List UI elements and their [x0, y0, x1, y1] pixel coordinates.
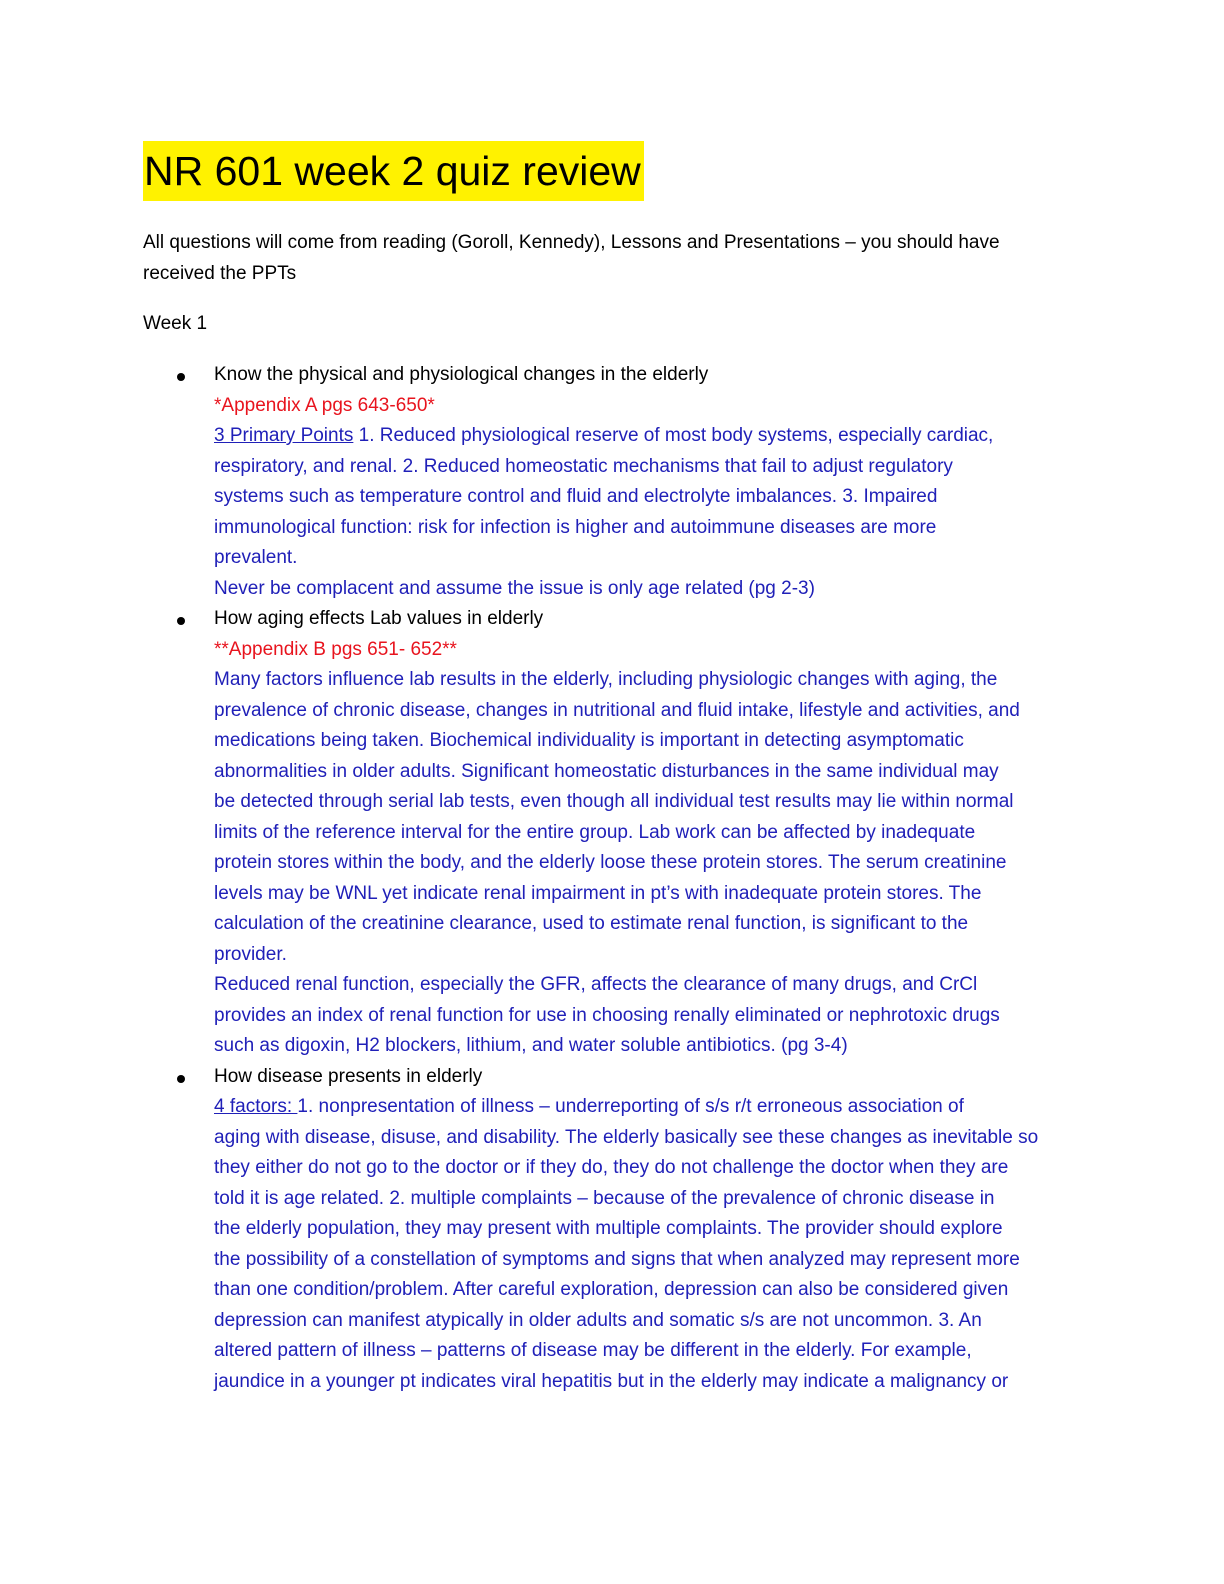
topic-list: [143, 360, 1073, 1397]
key-label: 3 Primary Points: [214, 425, 354, 446]
body-line: protein stores within the body, and the elderly loose these protein stores. The serum creatinine: [214, 852, 1007, 873]
body-line: altered pattern of illness – patterns of disease may be different in the elderly. For example,: [214, 1340, 972, 1361]
appendix-reference: *Appendix A pgs 643-650*: [214, 394, 435, 416]
body-line: [214, 1092, 1073, 1123]
body-line: systems such as temperature control and fluid and electrolyte imbalances. 3. Impaired: [214, 486, 938, 507]
body-line: limits of the reference interval for the entire group. Lab work can be affected by inadequate: [214, 821, 976, 843]
body-line: Reduced renal function, especially the GFR, affects the clearance of many drugs, and CrCl: [214, 974, 978, 995]
bullet-dot-icon: [177, 373, 185, 381]
body-line: calculation of the creatinine clearance, used to estimate renal function, is significant to the: [214, 913, 969, 934]
body-line: respiratory, and renal. 2. Reduced homeostatic mechanisms that fail to adjust regulatory: [214, 455, 953, 477]
topic-lab-values: [143, 604, 1073, 1062]
bullet-dot-icon: [177, 1075, 185, 1083]
body-line-text: 1. Reduced physiological reserve of most body systems, especially cardiac,: [353, 425, 994, 446]
body-line-text: 1. nonpresentation of illness – underreporting of s/s r/t erroneous association of: [297, 1096, 964, 1117]
body-line: the elderly population, they may present with multiple complaints. The provider should explore: [214, 1218, 1003, 1239]
topic-heading: How aging effects Lab values in elderly: [214, 608, 544, 629]
body-line: depression can manifest atypically in older adults and somatic s/s are not uncommon. 3. An: [214, 1309, 982, 1331]
body-line: abnormalities in older adults. Significant homeostatic disturbances in the same individual may: [214, 760, 999, 782]
body-line: the possibility of a constellation of symptoms and signs that when analyzed may represent more: [214, 1248, 1020, 1270]
intro-paragraph: All questions will come from reading (Goroll, Kennedy), Lessons and Presentations – you should have received the PPTs: [143, 232, 1000, 284]
body-line: [214, 421, 1073, 452]
body-line: prevalence of chronic disease, changes in nutritional and fluid intake, lifestyle and activities, and: [214, 699, 1020, 721]
topic-heading: How disease presents in elderly: [214, 1065, 483, 1087]
body-line: than one condition/problem. After careful exploration, depression can also be considered given: [214, 1279, 1009, 1300]
topic-disease-presentation: [143, 1062, 1073, 1398]
body-line: aging with disease, disuse, and disability. The elderly basically see these changes as inevitable so: [214, 1126, 1039, 1148]
topic-heading: Know the physical and physiological changes in the elderly: [214, 364, 709, 385]
body-line: immunological function: risk for infection is higher and autoimmune diseases are more: [214, 516, 937, 538]
body-line: Never be complacent and assume the issue is only age related (pg 2-3): [214, 577, 815, 599]
body-line: provides an index of renal function for use in choosing renally eliminated or nephrotoxic drugs: [214, 1004, 1000, 1026]
body-line: medications being taken. Biochemical individuality is important in detecting asymptomatic: [214, 730, 964, 751]
topic-physical-changes: [143, 360, 1073, 604]
body-line: prevalent.: [214, 547, 298, 568]
body-line: be detected through serial lab tests, even though all individual test results may lie within normal: [214, 791, 1014, 812]
body-line: they either do not go to the doctor or if they do, they do not challenge the doctor when they are: [214, 1157, 1009, 1178]
appendix-reference: **Appendix B pgs 651- 652**: [214, 638, 457, 660]
body-line: told it is age related. 2. multiple complaints – because of the prevalence of chronic disease in: [214, 1187, 995, 1209]
week-label: Week 1: [143, 313, 208, 334]
document-title: NR 601 week 2 quiz review: [143, 141, 644, 201]
bullet-dot-icon: [177, 617, 185, 625]
body-line: provider.: [214, 943, 287, 965]
body-line: Many factors influence lab results in the elderly, including physiologic changes with aging, the: [214, 669, 998, 690]
body-line: levels may be WNL yet indicate renal impairment in pt’s with inadequate protein stores. The: [214, 882, 982, 904]
body-line: such as digoxin, H2 blockers, lithium, and water soluble antibiotics. (pg 3-4): [214, 1035, 848, 1056]
body-line: jaundice in a younger pt indicates viral hepatitis but in the elderly may indicate a malignancy or: [214, 1370, 1009, 1392]
key-label: 4 factors:: [214, 1096, 298, 1117]
